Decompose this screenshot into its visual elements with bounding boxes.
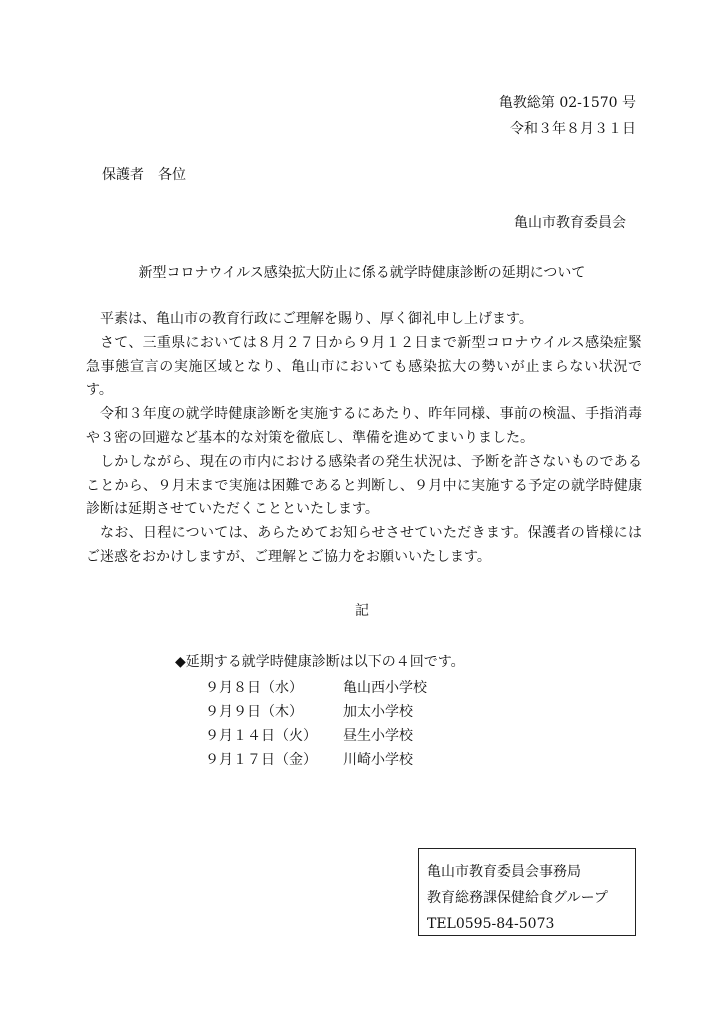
- schedule-school: 加太小学校: [343, 704, 413, 720]
- schedule-notice: ◆延期する就学時健康診断は以下の４回です。: [175, 654, 465, 670]
- document-title: 新型コロナウイルス感染拡大防止に係る就学時健康診断の延期について: [138, 265, 586, 281]
- sender: 亀山市教育委員会: [514, 215, 626, 231]
- schedule-date: ９月８日（水）: [205, 680, 303, 696]
- contact-tel: TEL0595-84-5073: [427, 916, 555, 932]
- schedule-school: 亀山西小学校: [343, 680, 427, 696]
- paragraph-preparation: 令和３年度の就学時健康診断を実施するにあたり、昨年同様、事前の検温、手指消毒や３密の回避など基本的な対策を徹底し、準備を進めてまいりました。: [86, 406, 642, 446]
- recipient: 保護者 各位: [102, 167, 186, 183]
- schedule-date: ９月１４日（火）: [205, 728, 317, 744]
- schedule-date: ９月９日（木）: [205, 704, 303, 720]
- schedule-date: ９月１７日（金）: [205, 752, 317, 768]
- paragraph-postponement: しかしながら、現在の市内における感染者の発生状況は、予断を許さないものであることから、９月末まで実施は困難であると判断し、９月中に実施する予定の就学時健康診断は延期させていただくことといたします。: [86, 453, 642, 518]
- ki-heading: 記: [355, 603, 369, 619]
- contact-group: 教育総務課保健給食グループ: [427, 890, 608, 906]
- contact-box: [418, 848, 636, 936]
- schedule-school: 川崎小学校: [343, 752, 413, 768]
- contact-office: 亀山市教育委員会事務局: [427, 864, 581, 880]
- schedule-school: 昼生小学校: [343, 728, 413, 744]
- paragraph-closing: なお、日程については、あらためてお知らせさせていただきます。保護者の皆様にはご迷惑をおかけしますが、ご理解とご協力をお願いいたします。: [86, 525, 642, 565]
- body-text: [86, 308, 642, 570]
- document-date: 令和３年８月３１日: [510, 121, 636, 137]
- reference-number: 亀教総第 02-1570 号: [498, 95, 636, 111]
- paragraph-greeting: 平素は、亀山市の教育行政にご理解を賜り、厚く御礼申し上げます。: [100, 311, 533, 327]
- paragraph-situation: さて、三重県においては８月２７日から９月１２日まで新型コロナウイルス感染症緊急事態宣言の実施区域となり、亀山市においても感染拡大の勢いが止まらない状況です。: [86, 334, 642, 399]
